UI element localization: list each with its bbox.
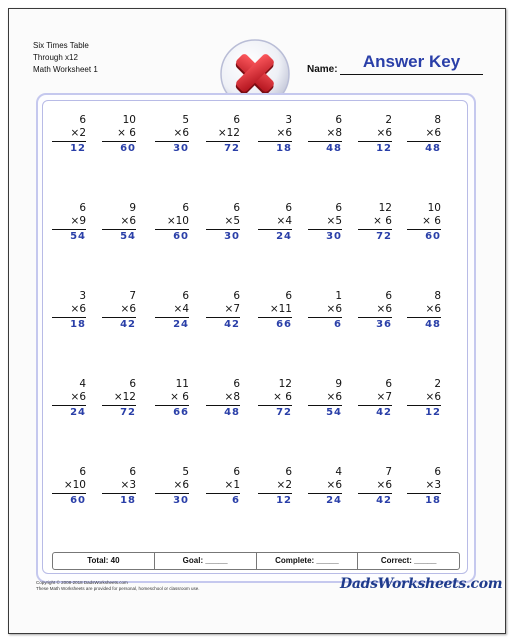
problem-multiplier: ×9 <box>70 215 86 227</box>
problem-item <box>407 114 441 155</box>
problem-item <box>155 378 189 419</box>
problem-answer: 60 <box>120 143 136 154</box>
problem-multiplier: ×2 <box>70 127 86 139</box>
problem-multiplier: × 6 <box>422 215 441 227</box>
problem-answer: 54 <box>326 407 342 418</box>
problem-top-number: 3 <box>79 290 86 302</box>
problem-answer: 48 <box>326 143 342 154</box>
problem-item <box>308 290 342 331</box>
problem-multiplier: ×7 <box>376 391 392 403</box>
problem-answer: 30 <box>326 231 342 242</box>
problem-item <box>102 466 136 507</box>
problem-item <box>52 378 86 419</box>
problem-item <box>358 466 392 507</box>
problem-answer: 72 <box>376 231 392 242</box>
problem-answer: 48 <box>425 143 441 154</box>
problem-multiplier: ×6 <box>276 127 292 139</box>
correct-field: Correct: _____ <box>380 556 437 565</box>
problem-item <box>308 378 342 419</box>
name-label: Name: <box>307 64 338 75</box>
problem-item <box>52 114 86 155</box>
problem-item <box>258 114 292 155</box>
problem-answer: 66 <box>276 319 292 330</box>
problem-item <box>52 290 86 331</box>
problem-multiplier: ×6 <box>70 391 86 403</box>
problem-multiplier: ×6 <box>425 127 441 139</box>
problem-item <box>155 202 189 243</box>
problem-item <box>206 290 240 331</box>
problem-answer: 66 <box>173 407 189 418</box>
problem-top-number: 12 <box>378 202 392 214</box>
problem-top-number: 5 <box>182 114 189 126</box>
problem-multiplier: ×11 <box>269 303 292 315</box>
problem-answer: 6 <box>334 319 342 330</box>
problem-answer: 72 <box>224 143 240 154</box>
problem-item <box>155 290 189 331</box>
problem-multiplier: ×6 <box>326 391 342 403</box>
problem-top-number: 6 <box>285 290 292 302</box>
problem-top-number: 6 <box>233 290 240 302</box>
problem-multiplier: ×10 <box>166 215 189 227</box>
problem-item <box>206 466 240 507</box>
problem-item <box>358 202 392 243</box>
problem-multiplier: ×4 <box>276 215 292 227</box>
problem-item <box>258 290 292 331</box>
problem-top-number: 6 <box>182 290 189 302</box>
problem-answer: 30 <box>173 143 189 154</box>
problem-answer: 60 <box>425 231 441 242</box>
problem-top-number: 4 <box>335 466 342 478</box>
problem-top-number: 3 <box>285 114 292 126</box>
title-line: Six Times Table <box>33 41 89 50</box>
problem-multiplier: ×3 <box>120 479 136 491</box>
problem-multiplier: ×6 <box>173 127 189 139</box>
problem-item <box>52 202 86 243</box>
problem-item <box>407 290 441 331</box>
problem-multiplier: ×6 <box>70 303 86 315</box>
problem-item <box>258 466 292 507</box>
problem-item <box>308 466 342 507</box>
problem-top-number: 9 <box>129 202 136 214</box>
problem-top-number: 6 <box>79 202 86 214</box>
problem-top-number: 6 <box>285 202 292 214</box>
problem-top-number: 11 <box>175 378 189 390</box>
problem-multiplier: ×4 <box>173 303 189 315</box>
answer-key-label: Answer Key <box>362 52 461 71</box>
problem-top-number: 8 <box>434 114 441 126</box>
copyright <box>36 580 200 592</box>
problem-top-number: 6 <box>79 466 86 478</box>
complete-field: Complete: _____ <box>257 553 359 569</box>
problem-answer: 18 <box>70 319 86 330</box>
problem-item <box>308 114 342 155</box>
problem-top-number: 6 <box>285 466 292 478</box>
problem-answer: 18 <box>120 495 136 506</box>
worksheet-title <box>33 40 98 76</box>
problem-answer: 60 <box>173 231 189 242</box>
problem-multiplier: ×6 <box>326 479 342 491</box>
problem-item <box>102 114 136 155</box>
goal-field: Goal: _____ <box>155 553 257 569</box>
problem-multiplier: × 6 <box>373 215 392 227</box>
problem-item <box>102 202 136 243</box>
problem-multiplier: ×6 <box>376 303 392 315</box>
problem-top-number: 10 <box>427 202 441 214</box>
problem-multiplier: × 6 <box>117 127 136 139</box>
name-line <box>340 74 483 75</box>
problem-top-number: 9 <box>335 378 342 390</box>
problem-answer: 12 <box>70 143 86 154</box>
problem-answer: 60 <box>70 495 86 506</box>
problem-multiplier: ×6 <box>425 303 441 315</box>
problem-multiplier: ×6 <box>425 391 441 403</box>
problem-item <box>358 290 392 331</box>
problem-answer: 24 <box>173 319 189 330</box>
problem-answer: 48 <box>224 407 240 418</box>
problem-multiplier: ×6 <box>120 303 136 315</box>
problem-multiplier: ×8 <box>326 127 342 139</box>
total-count: Total: 40 <box>53 553 155 569</box>
problem-item <box>258 378 292 419</box>
title-line: Math Worksheet 1 <box>33 65 98 74</box>
problem-multiplier: ×10 <box>63 479 86 491</box>
problem-top-number: 7 <box>129 290 136 302</box>
problem-answer: 12 <box>376 143 392 154</box>
problem-multiplier: ×6 <box>326 303 342 315</box>
problem-answer: 24 <box>70 407 86 418</box>
title-line: Through x12 <box>33 53 78 62</box>
problem-item <box>102 378 136 419</box>
problem-item <box>52 466 86 507</box>
brand-logo: DadsWorksheets.com <box>340 576 503 592</box>
problem-item <box>358 378 392 419</box>
problem-multiplier: ×6 <box>120 215 136 227</box>
problem-top-number: 6 <box>434 466 441 478</box>
problem-answer: 12 <box>276 495 292 506</box>
problem-answer: 30 <box>173 495 189 506</box>
copyright-line: Copyright © 2008-2018 DadsWorksheets.com <box>36 580 128 585</box>
problem-item <box>258 202 292 243</box>
problem-item <box>407 378 441 419</box>
problem-top-number: 7 <box>385 466 392 478</box>
problem-top-number: 2 <box>385 114 392 126</box>
problem-answer: 24 <box>276 231 292 242</box>
problem-item <box>358 114 392 155</box>
problem-answer: 54 <box>70 231 86 242</box>
problem-multiplier: ×1 <box>224 479 240 491</box>
problem-top-number: 4 <box>79 378 86 390</box>
problem-top-number: 6 <box>129 466 136 478</box>
problem-answer: 36 <box>376 319 392 330</box>
problem-item <box>155 466 189 507</box>
problem-item <box>206 378 240 419</box>
problem-item <box>206 202 240 243</box>
problem-multiplier: × 6 <box>273 391 292 403</box>
problem-answer: 18 <box>425 495 441 506</box>
problem-top-number: 6 <box>129 378 136 390</box>
problem-answer: 30 <box>224 231 240 242</box>
problem-answer: 42 <box>224 319 240 330</box>
copyright-line: These Math Worksheets are provided for personal, homeschool or classroom use. <box>36 586 200 591</box>
problem-multiplier: ×5 <box>326 215 342 227</box>
problem-top-number: 1 <box>335 290 342 302</box>
problem-answer: 54 <box>120 231 136 242</box>
problem-multiplier: × 6 <box>170 391 189 403</box>
problem-item <box>102 290 136 331</box>
problem-multiplier: ×6 <box>376 479 392 491</box>
problem-answer: 48 <box>425 319 441 330</box>
problem-top-number: 6 <box>233 202 240 214</box>
problem-multiplier: ×12 <box>217 127 240 139</box>
problem-top-number: 6 <box>385 378 392 390</box>
problem-top-number: 2 <box>434 378 441 390</box>
problem-multiplier: ×5 <box>224 215 240 227</box>
problem-answer: 24 <box>326 495 342 506</box>
problem-multiplier: ×8 <box>224 391 240 403</box>
problem-answer: 72 <box>276 407 292 418</box>
problem-answer: 18 <box>276 143 292 154</box>
problem-multiplier: ×6 <box>376 127 392 139</box>
problem-top-number: 6 <box>182 202 189 214</box>
problem-top-number: 6 <box>335 202 342 214</box>
problem-answer: 12 <box>425 407 441 418</box>
problem-answer: 42 <box>376 407 392 418</box>
problem-top-number: 6 <box>233 378 240 390</box>
problem-answer: 72 <box>120 407 136 418</box>
problem-top-number: 6 <box>385 290 392 302</box>
problem-top-number: 8 <box>434 290 441 302</box>
problem-item <box>407 202 441 243</box>
problem-top-number: 6 <box>233 114 240 126</box>
problem-top-number: 10 <box>122 114 136 126</box>
problem-answer: 42 <box>120 319 136 330</box>
problem-multiplier: ×7 <box>224 303 240 315</box>
problem-top-number: 12 <box>278 378 292 390</box>
problem-multiplier: ×6 <box>173 479 189 491</box>
problem-answer: 6 <box>232 495 240 506</box>
problem-multiplier: ×3 <box>425 479 441 491</box>
problem-item <box>206 114 240 155</box>
problem-multiplier: ×2 <box>276 479 292 491</box>
problem-answer: 42 <box>376 495 392 506</box>
problem-item <box>407 466 441 507</box>
problem-item <box>308 202 342 243</box>
problem-item <box>155 114 189 155</box>
problem-top-number: 6 <box>79 114 86 126</box>
problem-top-number: 5 <box>182 466 189 478</box>
problem-top-number: 6 <box>335 114 342 126</box>
problem-top-number: 6 <box>233 466 240 478</box>
score-box <box>52 552 460 570</box>
problem-multiplier: ×12 <box>113 391 136 403</box>
